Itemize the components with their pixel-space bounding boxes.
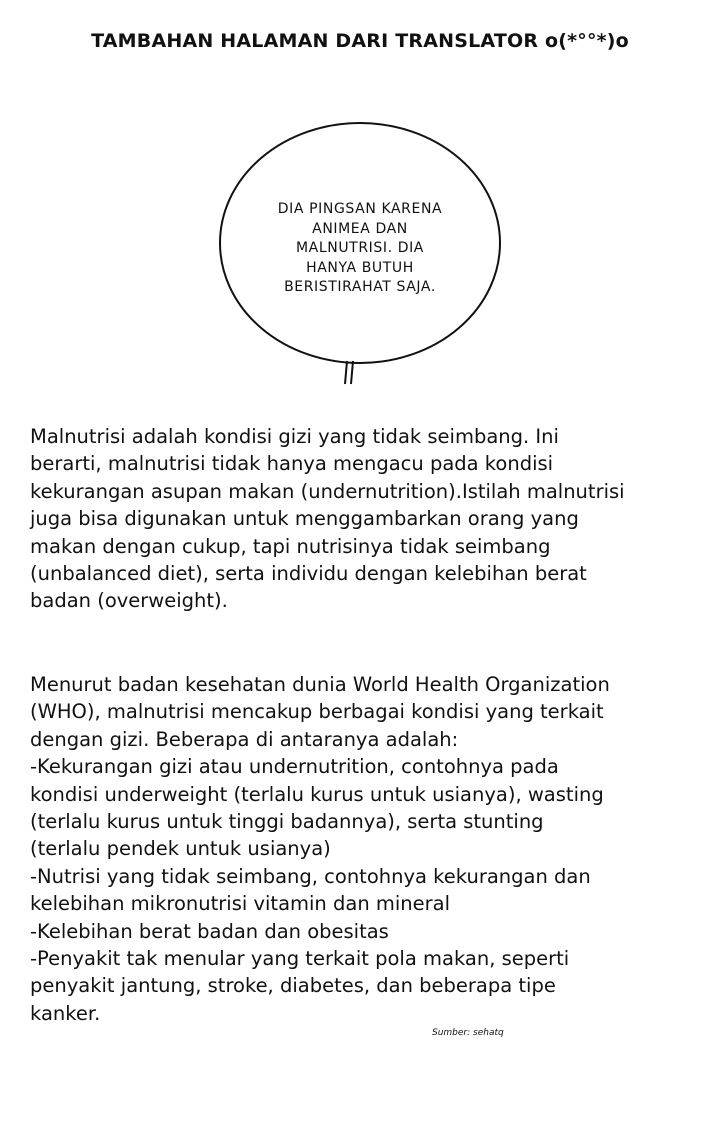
speech-bubble-text: [258, 200, 462, 298]
paragraph-line: Malnutrisi adalah kondisi gizi yang tidak seimbang. Ini: [30, 425, 559, 448]
paragraph-line: juga bisa digunakan untuk menggambarkan orang yang: [30, 507, 579, 531]
bubble-line: BERISTIRAHAT SAJA.: [284, 279, 436, 295]
list-item: -Penyakit tak menular yang terkait pola makan, seperti: [30, 947, 570, 971]
list-item: -Nutrisi yang tidak seimbang, contohnya kekurangan dan: [30, 864, 591, 888]
paragraph-line: kondisi underweight (terlalu kurus untuk usianya), wasting: [30, 782, 604, 806]
malnutrition-definition-paragraph: [30, 423, 625, 615]
source-note: Sumber: sehatq: [432, 1028, 504, 1038]
paragraph-line: (terlalu kurus untuk tinggi badannya), serta stunting: [30, 810, 544, 834]
bubble-line: MALNUTRISI. DIA: [296, 240, 424, 256]
bubble-line: HANYA BUTUH: [306, 259, 414, 276]
bubble-line: ANIMEA DAN: [312, 220, 408, 237]
who-conditions-paragraph: [30, 671, 610, 1027]
paragraph-line: dengan gizi. Beberapa di antaranya adalah:: [30, 727, 459, 751]
speech-bubble: [218, 118, 502, 386]
paragraph-line: penyakit jantung, stroke, diabetes, dan beberapa tipe: [30, 974, 556, 998]
bubble-line: DIA PINGSAN KARENA: [277, 201, 443, 217]
paragraph-line: kekurangan asupan makan (undernutrition).Istilah malnutrisi: [30, 479, 625, 503]
paragraph-line: makan dengan cukup, tapi nutrisinya tidak seimbang: [30, 534, 551, 558]
paragraph-line: badan (overweight).: [30, 589, 228, 613]
list-item: -Kekurangan gizi atau undernutrition, contohnya pada: [30, 755, 559, 779]
page-title: TAMBAHAN HALAMAN DARI TRANSLATOR o(*°°*)o: [91, 30, 629, 52]
paragraph-line: Menurut badan kesehatan dunia World Health Organization: [30, 673, 610, 696]
list-item: -Kelebihan berat badan dan obesitas: [30, 919, 389, 943]
paragraph-line: (terlalu pendek untuk usianya): [30, 837, 331, 861]
paragraph-line: berarti, malnutrisi tidak hanya mengacu pada kondisi: [30, 452, 554, 476]
paragraph-line: kanker.: [30, 1001, 101, 1025]
paragraph-line: (WHO), malnutrisi mencakup berbagai kondisi yang terkait: [30, 700, 604, 724]
paragraph-line: kelebihan mikronutrisi vitamin dan mineral: [30, 892, 451, 916]
paragraph-line: (unbalanced diet), serta individu dengan kelebihan berat: [30, 562, 587, 586]
